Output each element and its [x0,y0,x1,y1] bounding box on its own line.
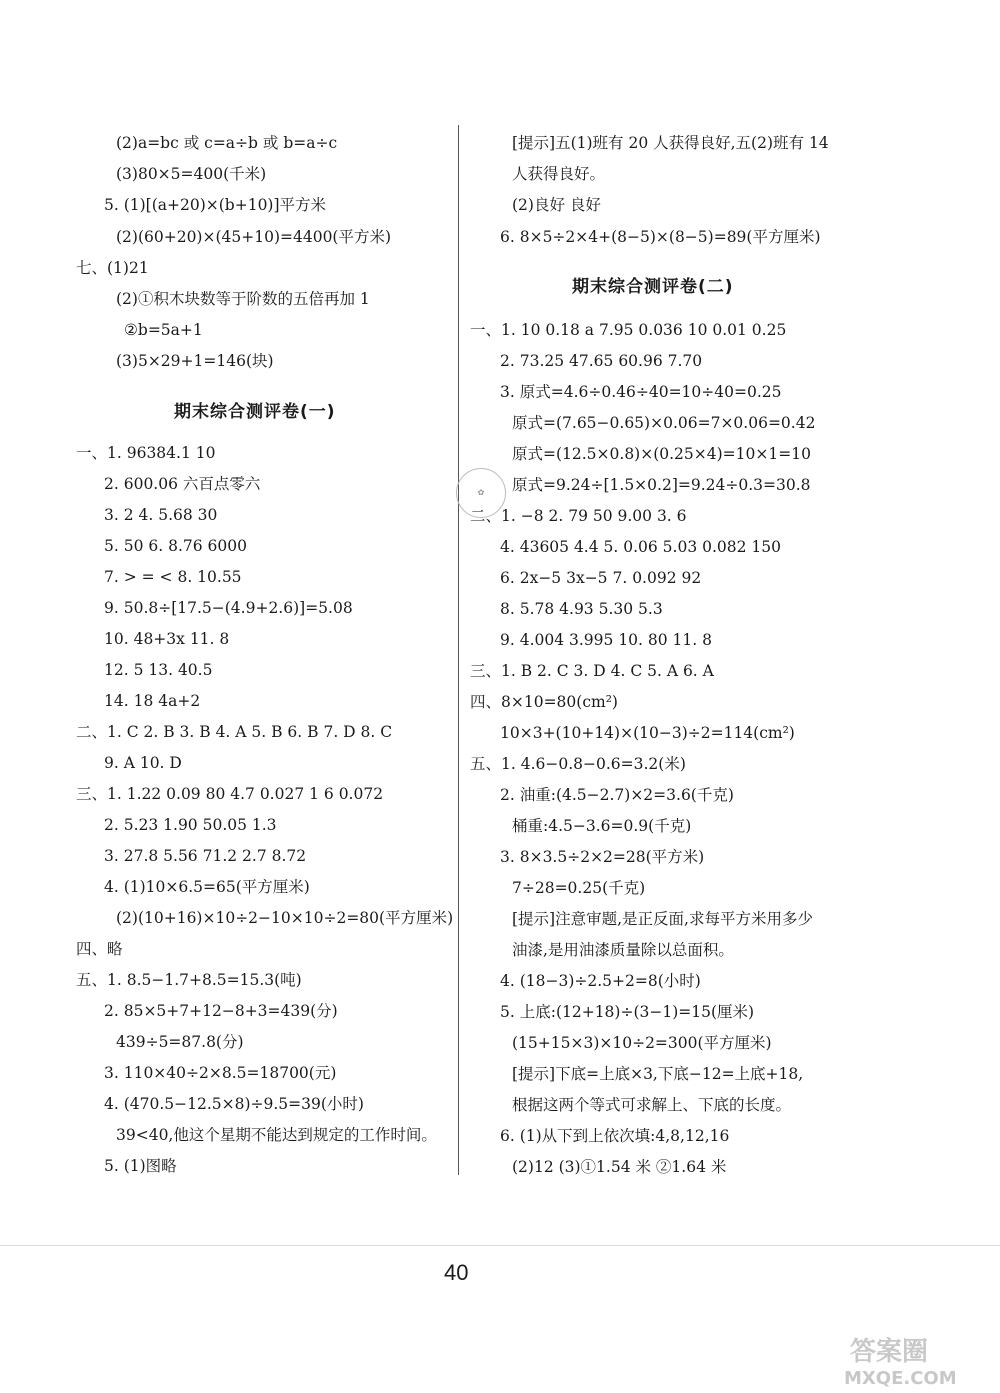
answer-line: 原式=(12.5×0.8)×(0.25×4)=10×1=10 [512,445,811,463]
answer-line: 4. (470.5−12.5×8)÷9.5=39(小时) [104,1095,364,1113]
answer-line: 12. 5 13. 40.5 [104,661,213,679]
answer-line: 9. 4.004 3.995 10. 80 11. 8 [500,631,712,649]
answer-line: 439÷5=87.8(分) [116,1033,244,1051]
answer-line: 10×3+(10+14)×(10−3)÷2=114(cm²) [500,724,795,742]
answer-line: 5. 50 6. 8.76 6000 [104,537,247,555]
answer-line: 10. 48+3x 11. 8 [104,630,230,648]
footer-rule [0,1245,1000,1246]
answer-line: 9. A 10. D [104,754,182,772]
answer-line: 6. (1)从下到上依次填:4,8,12,16 [500,1127,730,1145]
answer-line: (15+15×3)×10÷2=300(平方厘米) [512,1034,772,1052]
answer-line: 二、1. C 2. B 3. B 4. A 5. B 6. B 7. D 8. C [76,723,393,741]
answer-line: [提示]下底=上底×3,下底−12=上底+18, [512,1065,804,1083]
answer-line: (3)80×5=400(千米) [116,165,267,183]
answer-line: 四、略 [76,940,123,958]
answer-line: 2. 85×5+7+12−8+3=439(分) [104,1002,338,1020]
answer-line: [提示]注意审题,是正反面,求每平方米用多少 [512,910,813,928]
watermark-logo [830,1330,990,1390]
answer-line: 3. 原式=4.6÷0.46÷40=10÷40=0.25 [500,383,782,401]
answer-line: 3. 27.8 5.56 71.2 2.7 8.72 [104,847,307,865]
answer-line: (2)(10+16)×10÷2−10×10÷2=80(平方厘米) [116,909,454,927]
answer-line: 七、(1)21 [76,259,149,277]
answer-line: 2. 73.25 47.65 60.96 7.70 [500,352,703,370]
answer-line: 2. 600.06 六百点零六 [104,475,261,493]
answer-line: (2)良好 良好 [512,196,601,214]
answer-line: 原式=(7.65−0.65)×0.06=7×0.06=0.42 [512,414,816,432]
answer-line: 一、1. 10 0.18 a 7.95 0.036 10 0.01 0.25 [470,321,787,339]
section-heading: 期末综合测评卷(二) [572,277,734,297]
answer-line: 五、1. 4.6−0.8−0.6=3.2(米) [470,755,686,773]
stamp-mark: ✿ [456,468,506,518]
answer-line: 三、1. 1.22 0.09 80 4.7 0.027 1 6 0.072 [76,785,384,803]
answer-line: (2)a=bc 或 c=a÷b 或 b=a÷c [116,134,338,152]
answer-line: ②b=5a+1 [124,321,203,339]
answer-line: 三、1. B 2. C 3. D 4. C 5. A 6. A [470,662,714,680]
answer-line: 人获得良好。 [512,165,606,183]
watermark-url: MXQE.COM [844,1368,957,1389]
answer-line: 9. 50.8÷[17.5−(4.9+2.6)]=5.08 [104,599,353,617]
answer-line: 桶重:4.5−3.6=0.9(千克) [512,817,692,835]
answer-line: 油漆,是用油漆质量除以总面积。 [512,941,734,959]
answer-line: (3)5×29+1=146(块) [116,352,274,370]
answer-line: (2)12 (3)①1.54 米 ②1.64 米 [512,1158,727,1176]
answer-line: 4. (1)10×6.5=65(平方厘米) [104,878,310,896]
answer-line: [提示]五(1)班有 20 人获得良好,五(2)班有 14 [512,134,829,152]
answer-line: 2. 5.23 1.90 50.05 1.3 [104,816,277,834]
watermark-text: 答案圈 [850,1337,929,1367]
answer-line: 五、1. 8.5−1.7+8.5=15.3(吨) [76,971,302,989]
answer-line: 3. 2 4. 5.68 30 [104,506,218,524]
answer-line: 3. 110×40÷2×8.5=18700(元) [104,1064,337,1082]
answer-line: 4. (18−3)÷2.5+2=8(小时) [500,972,701,990]
answer-line: 7÷28=0.25(千克) [512,879,646,897]
answer-line: 2. 油重:(4.5−2.7)×2=3.6(千克) [500,786,734,804]
answer-line: 14. 18 4a+2 [104,692,201,710]
answer-line: 4. 43605 4.4 5. 0.06 5.03 0.082 150 [500,538,782,556]
answer-line: 一、1. 96384.1 10 [76,444,216,462]
column-divider [458,125,459,1175]
answer-line: 5. (1)[(a+20)×(b+10)]平方米 [104,196,327,214]
answer-line: 原式=9.24÷[1.5×0.2]=9.24÷0.3=30.8 [512,476,811,494]
answer-line: 5. (1)图略 [104,1157,177,1175]
answer-line: 根据这两个等式可求解上、下底的长度。 [512,1096,792,1114]
answer-line: 6. 2x−5 3x−5 7. 0.092 92 [500,569,702,587]
answer-line: 8. 5.78 4.93 5.30 5.3 [500,600,663,618]
answer-line: 6. 8×5÷2×4+(8−5)×(8−5)=89(平方厘米) [500,228,821,246]
page-number: 40 [444,1260,469,1285]
answer-line: 二、1. −8 2. 79 50 9.00 3. 6 [470,507,687,525]
answer-line: 5. 上底:(12+18)÷(3−1)=15(厘米) [500,1003,755,1021]
answer-line: 7. > = < 8. 10.55 [104,568,242,586]
answer-line: 3. 8×3.5÷2×2=28(平方米) [500,848,705,866]
answer-line: 39<40,他这个星期不能达到规定的工作时间。 [116,1126,437,1144]
answer-line: 四、8×10=80(cm²) [470,693,618,711]
answer-line: (2)(60+20)×(45+10)=4400(平方米) [116,228,392,246]
answer-line: (2)①积木块数等于阶数的五倍再加 1 [116,290,370,308]
section-heading: 期末综合测评卷(一) [174,402,336,422]
